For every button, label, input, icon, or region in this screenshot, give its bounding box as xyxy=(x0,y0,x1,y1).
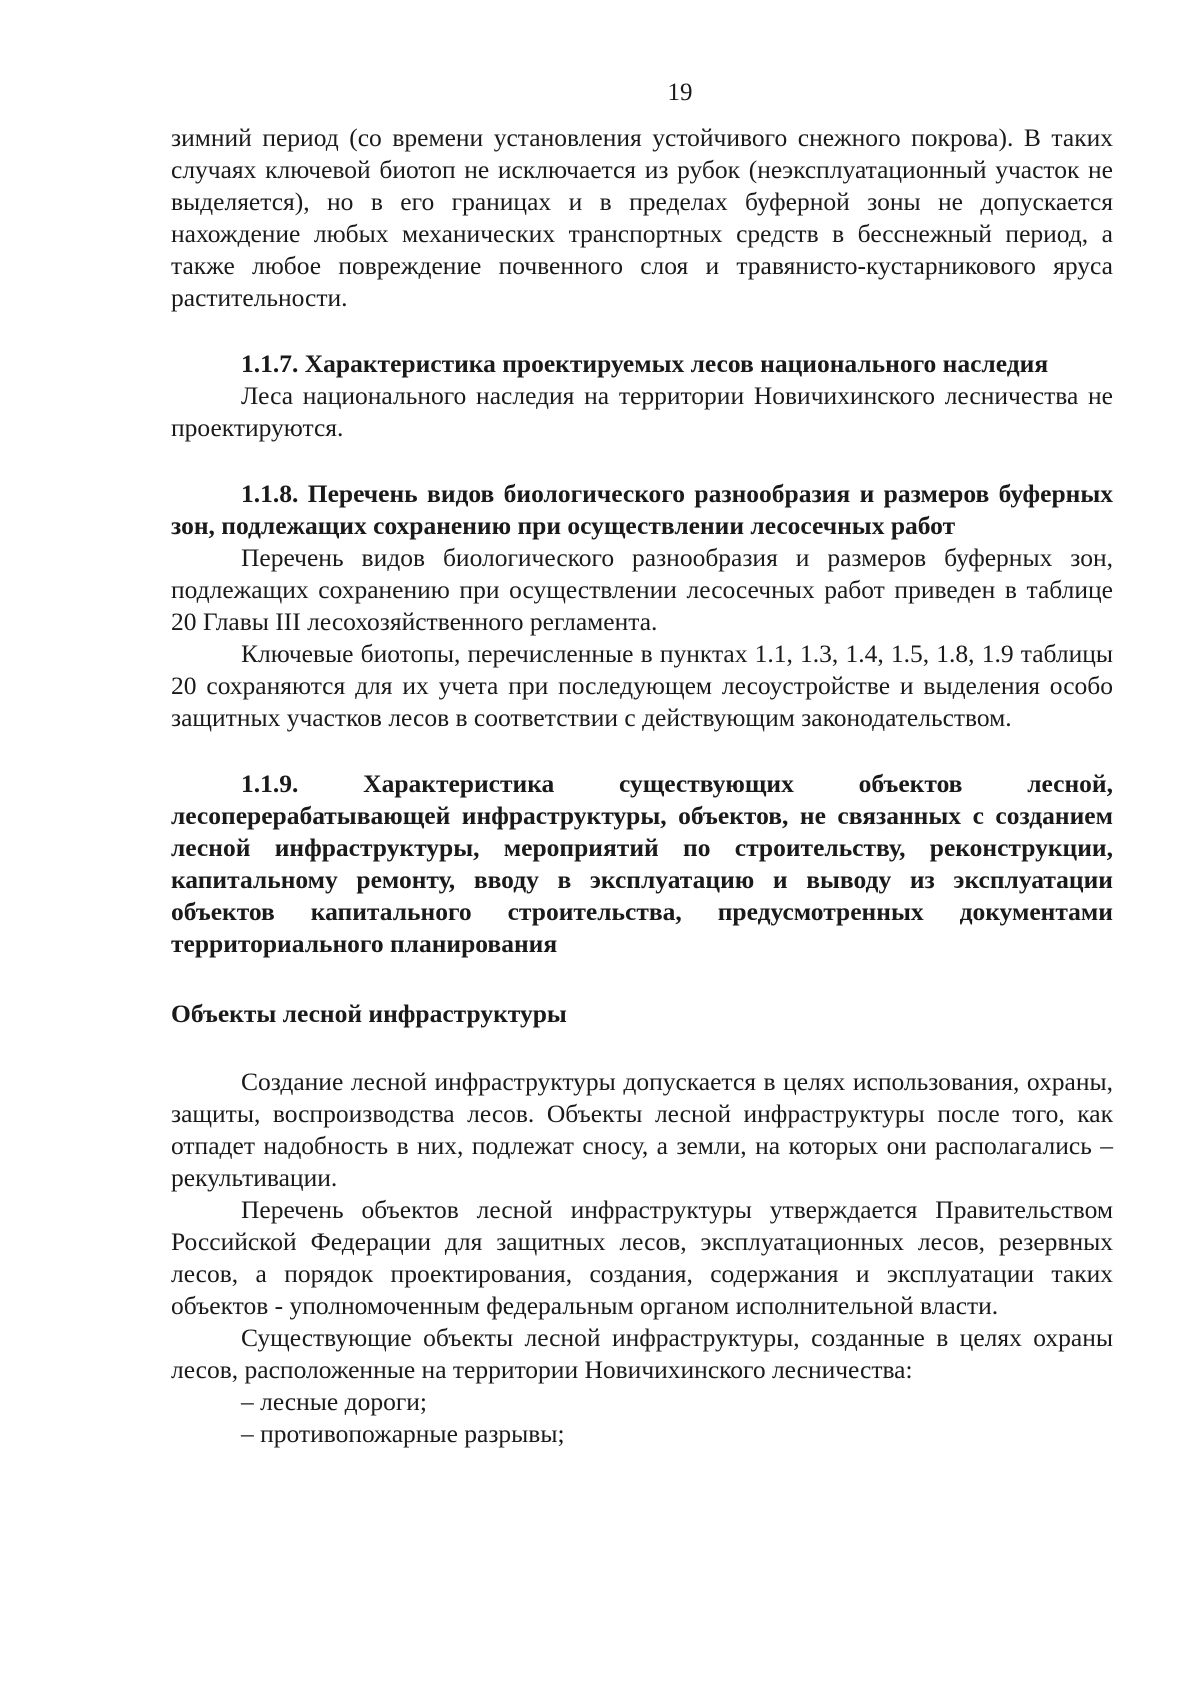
list-item: – лесные дороги; xyxy=(241,1387,428,1416)
section-1-1-9-subheading: Объекты лесной инфраструктуры xyxy=(171,999,567,1028)
list-item: – противопожарные разрывы; xyxy=(241,1419,565,1448)
section-1-1-8-heading: 1.1.8. Перечень видов биологического разнообразия и размеров буферных зон, подлежащих сохранению при осуществлении лесосечных работ xyxy=(171,479,1113,540)
page-number: 19 xyxy=(667,79,693,106)
section-1-1-9-paragraph-1: Создание лесной инфраструктуры допускается в целях использования, охраны, защиты, воспроизводства лесов. Объекты лесной инфраструктуры после того, как отпадет надобность в них, подлежат сносу, а земли, на которых они располагались – рекультивации. xyxy=(171,1067,1113,1192)
section-1-1-8-paragraph-2: Ключевые биотопы, перечисленные в пунктах 1.1, 1.3, 1.4, 1.5, 1.8, 1.9 таблицы 20 сохраняются для их учета при последующем лесоустройстве и выделения особо защитных участков лесов в соответствии с действующим законодательством. xyxy=(171,639,1113,732)
section-1-1-9-paragraph-3: Существующие объекты лесной инфраструктуры, созданные в целях охраны лесов, расположенные на территории Новичихинского лесничества: xyxy=(171,1323,1113,1384)
section-1-1-9-paragraph-2: Перечень объектов лесной инфраструктуры утверждается Правительством Российской Федерации для защитных лесов, эксплуатационных лесов, резервных лесов, а порядок проектирования, создания, содержания и эксплуатации таких объектов - уполномоченным федеральным органом исполнительной власти. xyxy=(171,1195,1113,1320)
section-1-1-9-heading: 1.1.9. Характеристика существующих объектов лесной, лесоперерабатывающей инфраструктуры, объектов, не связанных с созданием лесной инфраструктуры, мероприятий по строительству, реконструкции, капитальному ремонту, вводу в эксплуатацию и выводу из эксплуатации объектов капитального строительства, предусмотренных документами территориального планирования xyxy=(171,769,1113,958)
intro-paragraph: зимний период (со времени установления устойчивого снежного покрова). В таких случаях ключевой биотоп не исключается из рубок (неэксплуатационный участок не выделяется), но в его границах и в пределах буферной зоны не допускается нахождение любых механических транспортных средств в бесснежный период, а также любое повреждение почвенного слоя и травянисто-кустарникового яруса растительности. xyxy=(171,123,1113,312)
section-1-1-7-paragraph: Леса национального наследия на территории Новичихинского лесничества не проектируются. xyxy=(171,381,1113,442)
section-1-1-8-paragraph-1: Перечень видов биологического разнообразия и размеров буферных зон, подлежащих сохранению при осуществлении лесосечных работ приведен в таблице 20 Главы III лесохозяйственного регламента. xyxy=(171,543,1113,636)
page-content xyxy=(171,122,1113,1450)
section-1-1-7-heading: 1.1.7. Характеристика проектируемых лесов национального наследия xyxy=(241,349,1049,378)
